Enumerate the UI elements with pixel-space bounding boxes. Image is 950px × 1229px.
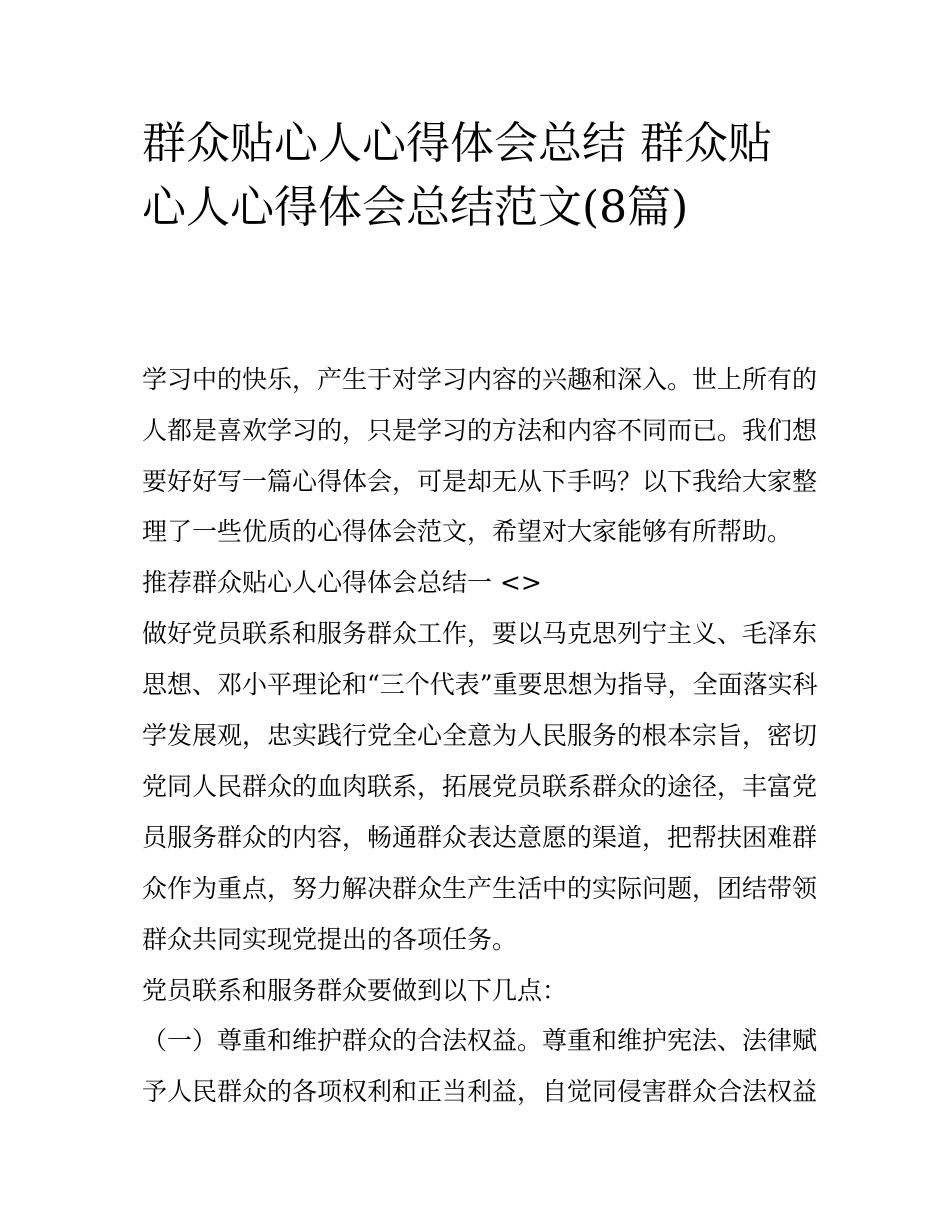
paragraph-line: 要好好写一篇心得体会，可是却无从下手吗？以下我给大家整 [142, 467, 818, 496]
paragraph-line: 员服务群众的内容，畅通群众表达意愿的渠道，把帮扶困难群 [142, 823, 818, 852]
paragraph-line: 人都是喜欢学习的，只是学习的方法和内容不同而已。我们想 [142, 416, 818, 445]
paragraph-line: 做好党员联系和服务群众工作，要以马克思列宁主义、毛泽东 [142, 619, 818, 648]
paragraph-line: 理了一些优质的心得体会范文，希望对大家能够有所帮助。 [142, 517, 793, 546]
paragraph-line: 党同人民群众的血肉联系，拓展党员联系群众的途径，丰富党 [142, 772, 818, 801]
paragraph-line: 学发展观，忠实践行党全心全意为人民服务的根本宗旨，密切 [142, 721, 818, 750]
document-title: 群众贴心人心得体会总结 群众贴心人心得体会总结范文(8篇) [142, 118, 772, 233]
paragraph-line: 思想、邓小平理论和“三个代表”重要思想为指导，全面落实科 [142, 670, 818, 699]
paragraph-line: 党员联系和服务群众要做到以下几点： [142, 976, 568, 1005]
paragraph-line: 群众共同实现党提出的各项任务。 [142, 925, 518, 954]
section-heading: 推荐群众贴心人心得体会总结一 <> [142, 568, 542, 597]
paragraph-line: （一）尊重和维护群众的合法权益。尊重和维护宪法、法律赋 [142, 1026, 818, 1055]
paragraph-line: 众作为重点，努力解决群众生产生活中的实际问题，团结带领 [142, 874, 818, 903]
paragraph-line: 予人民群众的各项权利和正当利益，自觉同侵害群众合法权益 [142, 1077, 818, 1106]
paragraph-line: 学习中的快乐，产生于对学习内容的兴趣和深入。世上所有的 [142, 365, 818, 394]
